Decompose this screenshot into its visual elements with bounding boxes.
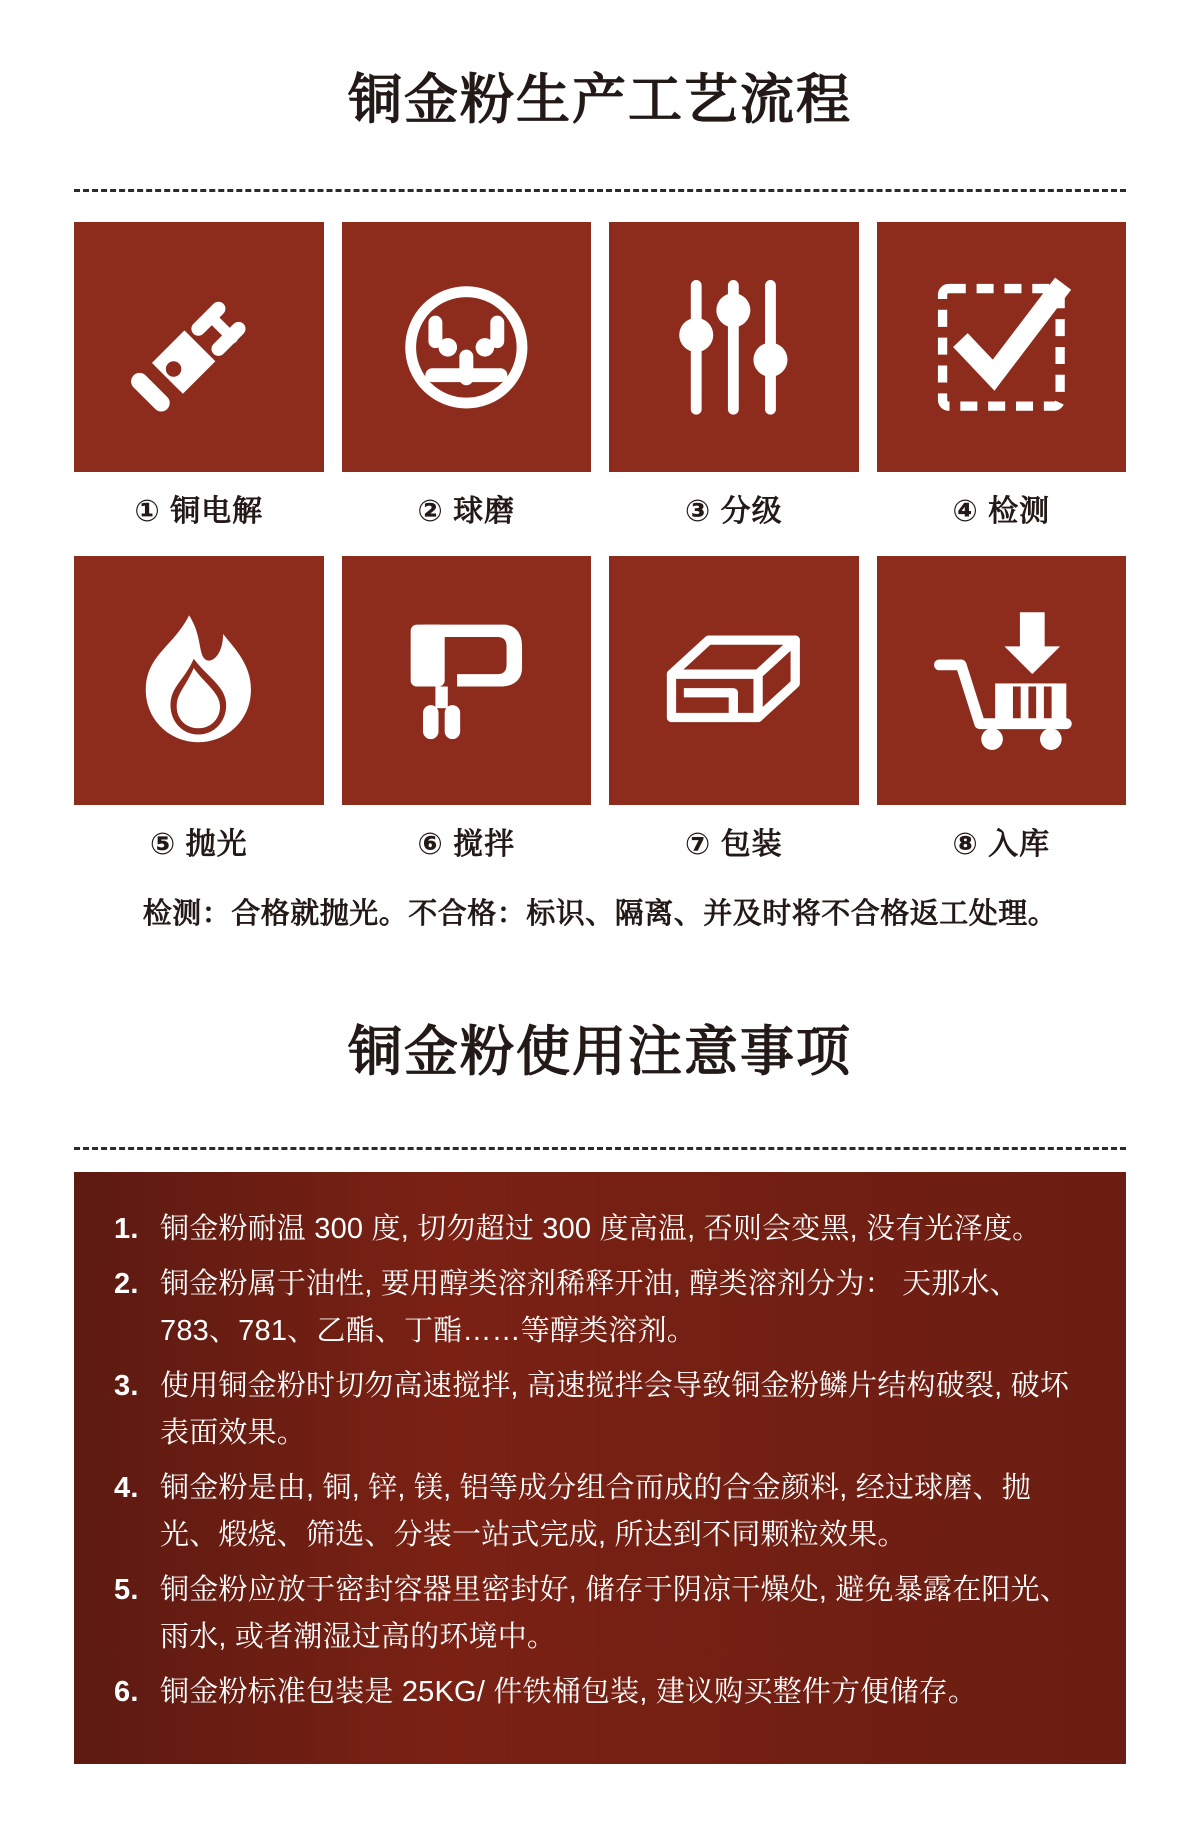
infographic-page [0,36,1200,1764]
step-6-tile [342,556,592,806]
process-note: 检测：合格就抛光。不合格：标识、隔离、并及时将不合格返工处理。 [142,898,1058,931]
process-step-3 [609,222,859,552]
process-step-1 [74,222,324,552]
checkmark-box-icon [924,270,1079,425]
step-3-caption: ③ 分级 [684,494,783,528]
step-7-caption: ⑦ 包装 [684,828,783,862]
process-step-2 [342,222,592,552]
step-8-tile [877,556,1127,806]
socket-icon [389,270,544,425]
step-6-caption: ⑥ 搅拌 [417,828,516,862]
list-item: 铜金粉耐温 300 度, 切勿超过 300 度高温, 否则会变黑, 没有光泽度。 [160,1213,1042,1246]
notice-panel [74,1172,1126,1764]
plug-icon [121,270,276,425]
step-8-caption: ⑧ 入库 [952,828,1051,862]
process-step-4 [877,222,1127,552]
process-step-grid [74,192,1126,885]
process-step-5 [74,556,324,886]
flame-icon [121,603,276,758]
step-4-caption: ④ 检测 [952,494,1051,528]
list-item: 铜金粉是由, 铜, 锌, 镁, 铝等成分组合而成的合金颜料, 经过球磨、抛光、煅烧、筛选、分装一站式完成, 所达到不同颗粒效果。 [160,1472,1031,1552]
warehouse-cart-icon [924,603,1079,758]
step-2-caption: ② 球磨 [417,494,516,528]
sliders-icon [656,270,811,425]
step-5-tile [74,556,324,806]
process-step-7 [609,556,859,886]
list-item: 铜金粉应放于密封容器里密封好, 储存于阴凉干燥处, 避免暴露在阳光、雨水, 或者潮湿过高的环境中。 [160,1574,1070,1654]
step-3-tile [609,222,859,472]
process-step-6 [342,556,592,886]
step-7-tile [609,556,859,806]
box-icon [656,603,811,758]
list-item: 铜金粉属于油性, 要用醇类溶剂稀释开油, 醇类溶剂分为： 天那水、783、781、乙酯、丁酯……等醇类溶剂。 [160,1268,1019,1348]
list-item: 使用铜金粉时切勿高速搅拌, 高速搅拌会导致铜金粉鳞片结构破裂, 破坏表面效果。 [160,1370,1070,1450]
step-1-tile [74,222,324,472]
process-step-8 [877,556,1127,886]
notice-list [108,1206,1080,1716]
step-5-caption: ⑤ 抛光 [149,828,248,862]
divider-bottom [74,1147,1126,1150]
step-2-tile [342,222,592,472]
step-4-tile [877,222,1127,472]
mixer-icon [389,603,544,758]
list-item: 铜金粉标准包装是 25KG/ 件铁桶包装, 建议购买整件方便储存。 [160,1676,978,1708]
process-section-title: 铜金粉生产工艺流程 [348,70,852,131]
notice-section-title: 铜金粉使用注意事项 [348,1022,852,1083]
step-1-caption: ① 铜电解 [134,494,264,528]
